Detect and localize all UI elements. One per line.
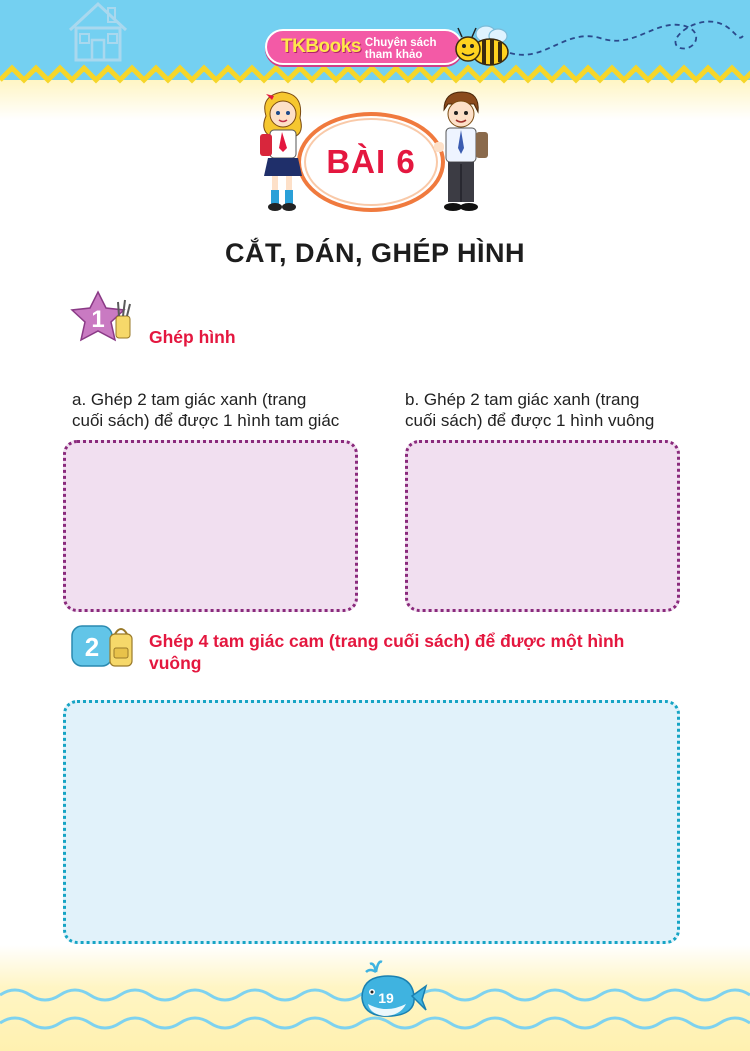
girl-illustration xyxy=(252,86,316,216)
section1-title: Ghép hình xyxy=(149,327,236,347)
item-b-text-line2: cuối sách) để được 1 hình vuông xyxy=(405,411,655,430)
section1-number: 1 xyxy=(91,306,105,333)
lesson-oval xyxy=(297,112,445,212)
brand-banner xyxy=(265,29,463,65)
brand-logo: TKBooks xyxy=(281,36,361,57)
section2-number: 2 xyxy=(84,632,100,662)
item-b-text-line1: b. Ghép 2 tam giác xanh (trang xyxy=(405,390,640,409)
section2-title-line1: Ghép 4 tam giác cam (trang cuối sách) để được một hình xyxy=(149,631,625,651)
page-number: 19 xyxy=(378,990,394,1006)
brand-tagline: Chuyên sách tham khảo xyxy=(364,36,437,61)
item-a-text-line2: cuối sách) để được 1 hình tam giác xyxy=(72,411,340,430)
answer-box-2[interactable] xyxy=(63,700,680,944)
star-badge-icon xyxy=(68,290,138,348)
header-zigzag-border xyxy=(0,62,750,102)
answer-box-b[interactable] xyxy=(405,440,680,612)
item-a-text-line1: a. Ghép 2 tam giác xanh (trang xyxy=(72,390,307,409)
bee-icon xyxy=(450,22,512,70)
section2-title-line2: vuông xyxy=(149,653,202,673)
boy-illustration xyxy=(428,86,494,216)
dashed-trail-decoration xyxy=(505,8,745,68)
page-title: CẮT, DÁN, GHÉP HÌNH xyxy=(224,238,526,268)
answer-box-a[interactable] xyxy=(63,440,358,612)
house-icon xyxy=(62,0,134,62)
backpack-badge-icon xyxy=(68,620,138,672)
lesson-label: BÀI 6 xyxy=(326,143,416,180)
